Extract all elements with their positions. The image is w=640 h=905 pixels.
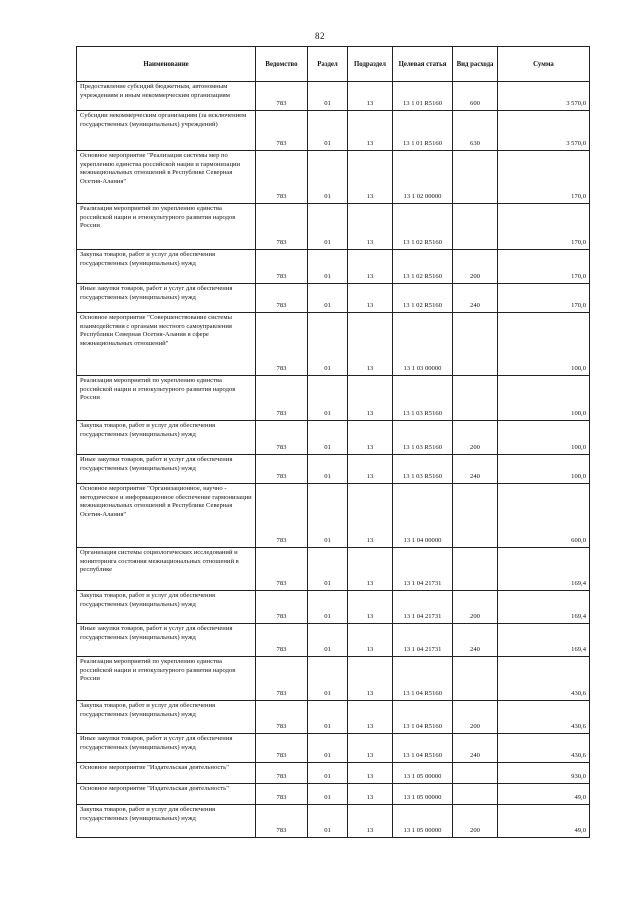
cell-department: 783 — [256, 151, 308, 204]
cell-name: Закупка товаров, работ и услуг для обеспечения государственных (муниципальных) нужд — [77, 701, 256, 734]
cell-subsection: 13 — [348, 657, 393, 701]
cell-expense-type — [453, 657, 498, 701]
cell-amount: 100,0 — [498, 421, 590, 455]
cell-subsection: 13 — [348, 250, 393, 284]
cell-target-article: 13 1 03 R5160 — [393, 421, 453, 455]
cell-target-article: 13 1 04 21731 — [393, 624, 453, 657]
cell-subsection: 13 — [348, 313, 393, 376]
cell-name: Иные закупки товаров, работ и услуг для обеспечения государственных (муниципальных) нужд — [77, 284, 256, 313]
cell-amount: 430,6 — [498, 657, 590, 701]
table-row — [77, 421, 590, 455]
cell-name: Закупка товаров, работ и услуг для обеспечения государственных (муниципальных) нужд — [77, 805, 256, 838]
cell-name: Иные закупки товаров, работ и услуг для обеспечения государственных (муниципальных) нужд — [77, 624, 256, 657]
cell-subsection: 13 — [348, 701, 393, 734]
cell-target-article: 13 1 02 R5160 — [393, 204, 453, 250]
cell-amount: 3 570,0 — [498, 111, 590, 151]
cell-subsection: 13 — [348, 784, 393, 805]
cell-subsection: 13 — [348, 734, 393, 763]
header-target-article: Целевая статья — [393, 47, 453, 82]
cell-name: Реализация мероприятий по укреплению единства российской нации и этнокультурного развития народов России — [77, 376, 256, 421]
cell-section: 01 — [308, 455, 348, 484]
cell-section: 01 — [308, 624, 348, 657]
cell-department: 783 — [256, 376, 308, 421]
cell-department: 783 — [256, 421, 308, 455]
header-section: Раздел — [308, 47, 348, 82]
cell-amount: 170,0 — [498, 284, 590, 313]
cell-amount: 3 570,0 — [498, 82, 590, 111]
cell-subsection: 13 — [348, 455, 393, 484]
cell-section: 01 — [308, 548, 348, 591]
cell-name: Реализация мероприятий по укреплению единства российской нации и этнокультурного развития народов России — [77, 657, 256, 701]
cell-amount: 49,0 — [498, 805, 590, 838]
cell-section: 01 — [308, 313, 348, 376]
cell-name: Субсидии некоммерческим организациям (за исключением государственных (муниципальных) учреждений) — [77, 111, 256, 151]
cell-amount: 930,0 — [498, 763, 590, 784]
table-row — [77, 455, 590, 484]
cell-target-article: 13 1 04 21731 — [393, 548, 453, 591]
cell-department: 783 — [256, 250, 308, 284]
cell-subsection: 13 — [348, 484, 393, 548]
cell-name: Закупка товаров, работ и услуг для обеспечения государственных (муниципальных) нужд — [77, 250, 256, 284]
cell-section: 01 — [308, 484, 348, 548]
cell-section: 01 — [308, 784, 348, 805]
cell-section: 01 — [308, 657, 348, 701]
cell-target-article: 13 1 02 R5160 — [393, 284, 453, 313]
cell-amount: 169,4 — [498, 624, 590, 657]
cell-subsection: 13 — [348, 624, 393, 657]
cell-name: Закупка товаров, работ и услуг для обеспечения государственных (муниципальных) нужд — [77, 421, 256, 455]
cell-target-article: 13 1 04 R5160 — [393, 657, 453, 701]
cell-amount: 430,6 — [498, 701, 590, 734]
cell-amount: 170,0 — [498, 204, 590, 250]
cell-section: 01 — [308, 151, 348, 204]
cell-expense-type: 600 — [453, 82, 498, 111]
header-expense-type: Вид расхода — [453, 47, 498, 82]
table-row — [77, 250, 590, 284]
cell-section: 01 — [308, 111, 348, 151]
cell-target-article: 13 1 04 R5160 — [393, 701, 453, 734]
cell-department: 783 — [256, 624, 308, 657]
cell-target-article: 13 1 02 00000 — [393, 151, 453, 204]
cell-subsection: 13 — [348, 805, 393, 838]
cell-expense-type: 200 — [453, 805, 498, 838]
cell-amount: 100,0 — [498, 376, 590, 421]
cell-department: 783 — [256, 484, 308, 548]
cell-department: 783 — [256, 763, 308, 784]
cell-department: 783 — [256, 734, 308, 763]
cell-amount: 169,4 — [498, 548, 590, 591]
table-row — [77, 111, 590, 151]
table-row — [77, 284, 590, 313]
cell-amount: 169,4 — [498, 591, 590, 624]
cell-amount: 600,0 — [498, 484, 590, 548]
cell-department: 783 — [256, 548, 308, 591]
cell-section: 01 — [308, 805, 348, 838]
cell-department: 783 — [256, 591, 308, 624]
cell-section: 01 — [308, 82, 348, 111]
cell-name: Основное мероприятие "Совершенствование системы взаимодействия с органами местного самоуправления Республики Северная Осетия-Алания в сфере межнациональных отношений" — [77, 313, 256, 376]
cell-section: 01 — [308, 701, 348, 734]
cell-section: 01 — [308, 284, 348, 313]
table-row — [77, 657, 590, 701]
table-row — [77, 313, 590, 376]
cell-name: Реализация мероприятий по укреплению единства российской нации и этнокультурного развития народов России — [77, 204, 256, 250]
cell-subsection: 13 — [348, 548, 393, 591]
cell-department: 783 — [256, 455, 308, 484]
table-row — [77, 805, 590, 838]
cell-target-article: 13 1 05 00000 — [393, 805, 453, 838]
cell-amount: 170,0 — [498, 151, 590, 204]
table-row — [77, 784, 590, 805]
cell-target-article: 13 1 04 00000 — [393, 484, 453, 548]
cell-subsection: 13 — [348, 421, 393, 455]
cell-target-article: 13 1 01 R5160 — [393, 82, 453, 111]
header-amount: Сумма — [498, 47, 590, 82]
table-row — [77, 624, 590, 657]
cell-expense-type — [453, 376, 498, 421]
cell-subsection: 13 — [348, 111, 393, 151]
cell-target-article: 13 1 05 00000 — [393, 784, 453, 805]
header-subsection: Подраздел — [348, 47, 393, 82]
cell-name: Основное мероприятие "Реализация системы мер по укреплению единства российской нации и гармонизации межнациональных отношений в Республике Северная Осетия-Алания" — [77, 151, 256, 204]
header-name: Наименование — [77, 47, 256, 82]
cell-subsection: 13 — [348, 376, 393, 421]
table-row — [77, 734, 590, 763]
cell-expense-type: 240 — [453, 284, 498, 313]
cell-expense-type: 630 — [453, 111, 498, 151]
cell-subsection: 13 — [348, 284, 393, 313]
cell-amount: 170,0 — [498, 250, 590, 284]
cell-expense-type: 240 — [453, 455, 498, 484]
cell-department: 783 — [256, 657, 308, 701]
cell-department: 783 — [256, 701, 308, 734]
cell-department: 783 — [256, 313, 308, 376]
table-row — [77, 701, 590, 734]
cell-name: Основное мероприятие "Издательская деятельность" — [77, 784, 256, 805]
cell-subsection: 13 — [348, 151, 393, 204]
cell-subsection: 13 — [348, 82, 393, 111]
cell-target-article: 13 1 03 R5160 — [393, 455, 453, 484]
cell-department: 783 — [256, 805, 308, 838]
cell-subsection: 13 — [348, 763, 393, 784]
table-row — [77, 484, 590, 548]
cell-section: 01 — [308, 421, 348, 455]
cell-name: Иные закупки товаров, работ и услуг для обеспечения государственных (муниципальных) нужд — [77, 455, 256, 484]
cell-expense-type — [453, 151, 498, 204]
cell-amount: 49,0 — [498, 784, 590, 805]
cell-amount: 100,0 — [498, 313, 590, 376]
cell-expense-type: 200 — [453, 591, 498, 624]
table-row — [77, 763, 590, 784]
table-row — [77, 151, 590, 204]
cell-expense-type — [453, 313, 498, 376]
table-row — [77, 548, 590, 591]
cell-name: Основное мероприятие "Издательская деятельность" — [77, 763, 256, 784]
table-row — [77, 591, 590, 624]
cell-section: 01 — [308, 204, 348, 250]
cell-expense-type: 200 — [453, 701, 498, 734]
cell-department: 783 — [256, 204, 308, 250]
cell-target-article: 13 1 04 R5160 — [393, 734, 453, 763]
cell-expense-type: 240 — [453, 624, 498, 657]
cell-target-article: 13 1 01 R5160 — [393, 111, 453, 151]
cell-amount: 430,6 — [498, 734, 590, 763]
cell-section: 01 — [308, 734, 348, 763]
cell-name: Организация системы социологических исследований и мониторинга состояния межнациональных отношений в республике — [77, 548, 256, 591]
budget-table — [76, 46, 590, 838]
cell-expense-type — [453, 763, 498, 784]
cell-amount: 100,0 — [498, 455, 590, 484]
table-row — [77, 82, 590, 111]
cell-name: Основное мероприятие "Организационное, научно - методическое и информационное обеспечение гармонизации межнациональных отношений в Республике Северная Осетия-Алания" — [77, 484, 256, 548]
cell-department: 783 — [256, 111, 308, 151]
cell-department: 783 — [256, 82, 308, 111]
cell-expense-type — [453, 204, 498, 250]
cell-department: 783 — [256, 784, 308, 805]
cell-section: 01 — [308, 250, 348, 284]
page-number: 82 — [315, 31, 325, 41]
cell-expense-type — [453, 548, 498, 591]
cell-expense-type: 200 — [453, 250, 498, 284]
table-row — [77, 376, 590, 421]
table-row — [77, 204, 590, 250]
table-body — [77, 82, 590, 838]
cell-subsection: 13 — [348, 591, 393, 624]
cell-name: Закупка товаров, работ и услуг для обеспечения государственных (муниципальных) нужд — [77, 591, 256, 624]
cell-subsection: 13 — [348, 204, 393, 250]
cell-section: 01 — [308, 591, 348, 624]
cell-target-article: 13 1 03 00000 — [393, 313, 453, 376]
cell-target-article: 13 1 04 21731 — [393, 591, 453, 624]
cell-expense-type — [453, 784, 498, 805]
cell-name: Предоставление субсидий бюджетным, автономным учреждениям и иным некоммерческим организациям — [77, 82, 256, 111]
cell-target-article: 13 1 02 R5160 — [393, 250, 453, 284]
cell-expense-type — [453, 484, 498, 548]
header-department: Ведомство — [256, 47, 308, 82]
cell-section: 01 — [308, 376, 348, 421]
cell-expense-type: 200 — [453, 421, 498, 455]
cell-target-article: 13 1 03 R5160 — [393, 376, 453, 421]
cell-section: 01 — [308, 763, 348, 784]
cell-name: Иные закупки товаров, работ и услуг для обеспечения государственных (муниципальных) нужд — [77, 734, 256, 763]
cell-expense-type: 240 — [453, 734, 498, 763]
table-header-row — [77, 47, 590, 82]
cell-target-article: 13 1 05 00000 — [393, 763, 453, 784]
cell-department: 783 — [256, 284, 308, 313]
